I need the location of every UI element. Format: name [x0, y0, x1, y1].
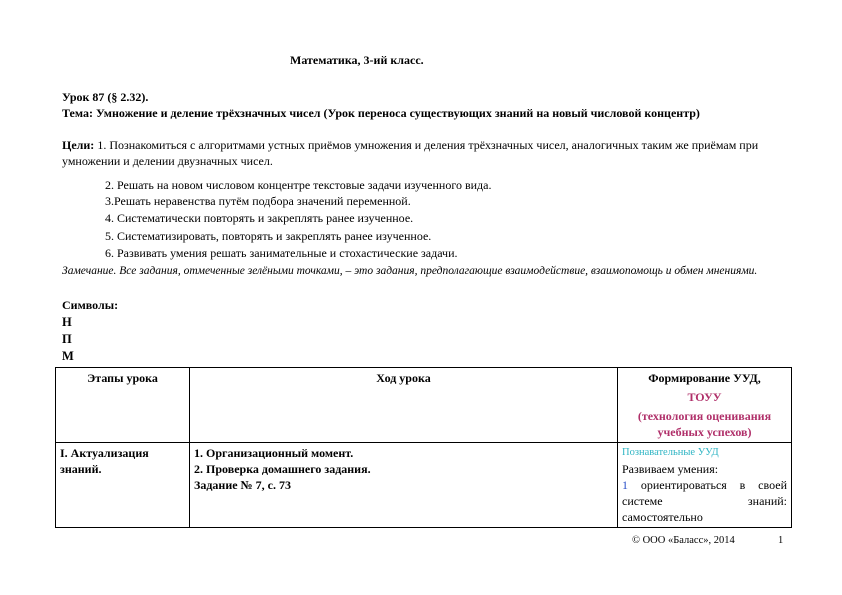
uud-cognitive-title: Познавательные УУД	[622, 447, 719, 458]
uud-title: Формирование УУД,	[648, 371, 761, 385]
row-stage: I. Актуализация знаний.	[56, 443, 190, 528]
header-stages: Этапы урока	[56, 368, 190, 443]
goal-5: 5. Систематизировать, повторять и закреплять ранее изученное.	[105, 229, 432, 243]
copyright: © ООО «Баласс», 2014	[632, 535, 735, 546]
header-lesson-flow: Ход урока	[190, 368, 618, 443]
lesson-theme	[62, 105, 782, 121]
note: Замечание. Все задания, отмеченные зелёными точками, – это задания, предполагающие взаимодействие, взаимопомощь и обмен мнениями.	[62, 265, 758, 277]
symbol-p: П	[62, 332, 72, 346]
theme-label: Тема:	[62, 106, 93, 120]
lesson-number: Урок 87 (§ 2.32).	[62, 90, 149, 104]
uud-subtitle: Развиваем умения:	[622, 462, 719, 476]
symbol-n: Н	[62, 315, 72, 329]
goal-1: 1. Познакомиться с алгоритмами устных приёмов умножения и деления трёхзначных чисел, аналогичных таким же приёмам при умножении и делении двузначных чисел.	[62, 138, 759, 168]
page-number: 1	[778, 535, 784, 546]
goal-6: 6. Развивать умения решать занимательные и стохастические задачи.	[105, 246, 458, 260]
touu-title: ТОУУ	[687, 390, 722, 404]
lesson-goals	[62, 137, 784, 169]
symbol-m: М	[62, 349, 74, 363]
table-row	[56, 443, 792, 528]
goal-2: 2. Решать на новом числовом концентре текстовые задачи изученного вида.	[105, 178, 492, 192]
lesson-table	[55, 367, 792, 528]
goal-4: 4. Систематически повторять и закреплять ранее изученное.	[105, 211, 414, 225]
uud-item-text: ориентироваться в своей системе знаний: самостоятельно	[622, 478, 787, 524]
theme-text: Умножение и деление трёхзначных чисел (Урок переноса существующих знаний на новый числовой концентр)	[92, 106, 700, 120]
task-ref: Задание № 7, с. 73	[194, 478, 291, 492]
page-subject: Математика, 3-ий класс.	[290, 53, 424, 67]
uud-item	[622, 477, 787, 525]
step-2: 2. Проверка домашнего задания.	[194, 462, 371, 476]
touu-description: (технология оценивания учебных успехов)	[637, 409, 772, 439]
step-1: 1. Организационный момент.	[194, 446, 354, 460]
goal-3: 3.Решать неравенства путём подбора значений переменной.	[105, 194, 411, 208]
goals-label: Цели:	[62, 138, 95, 152]
row-lesson-flow	[190, 443, 618, 528]
row-uud	[618, 443, 792, 528]
uud-item-number: 1	[622, 478, 628, 492]
table-header-row	[56, 368, 792, 443]
symbols-label: Символы:	[62, 298, 119, 312]
header-uud	[618, 368, 792, 443]
